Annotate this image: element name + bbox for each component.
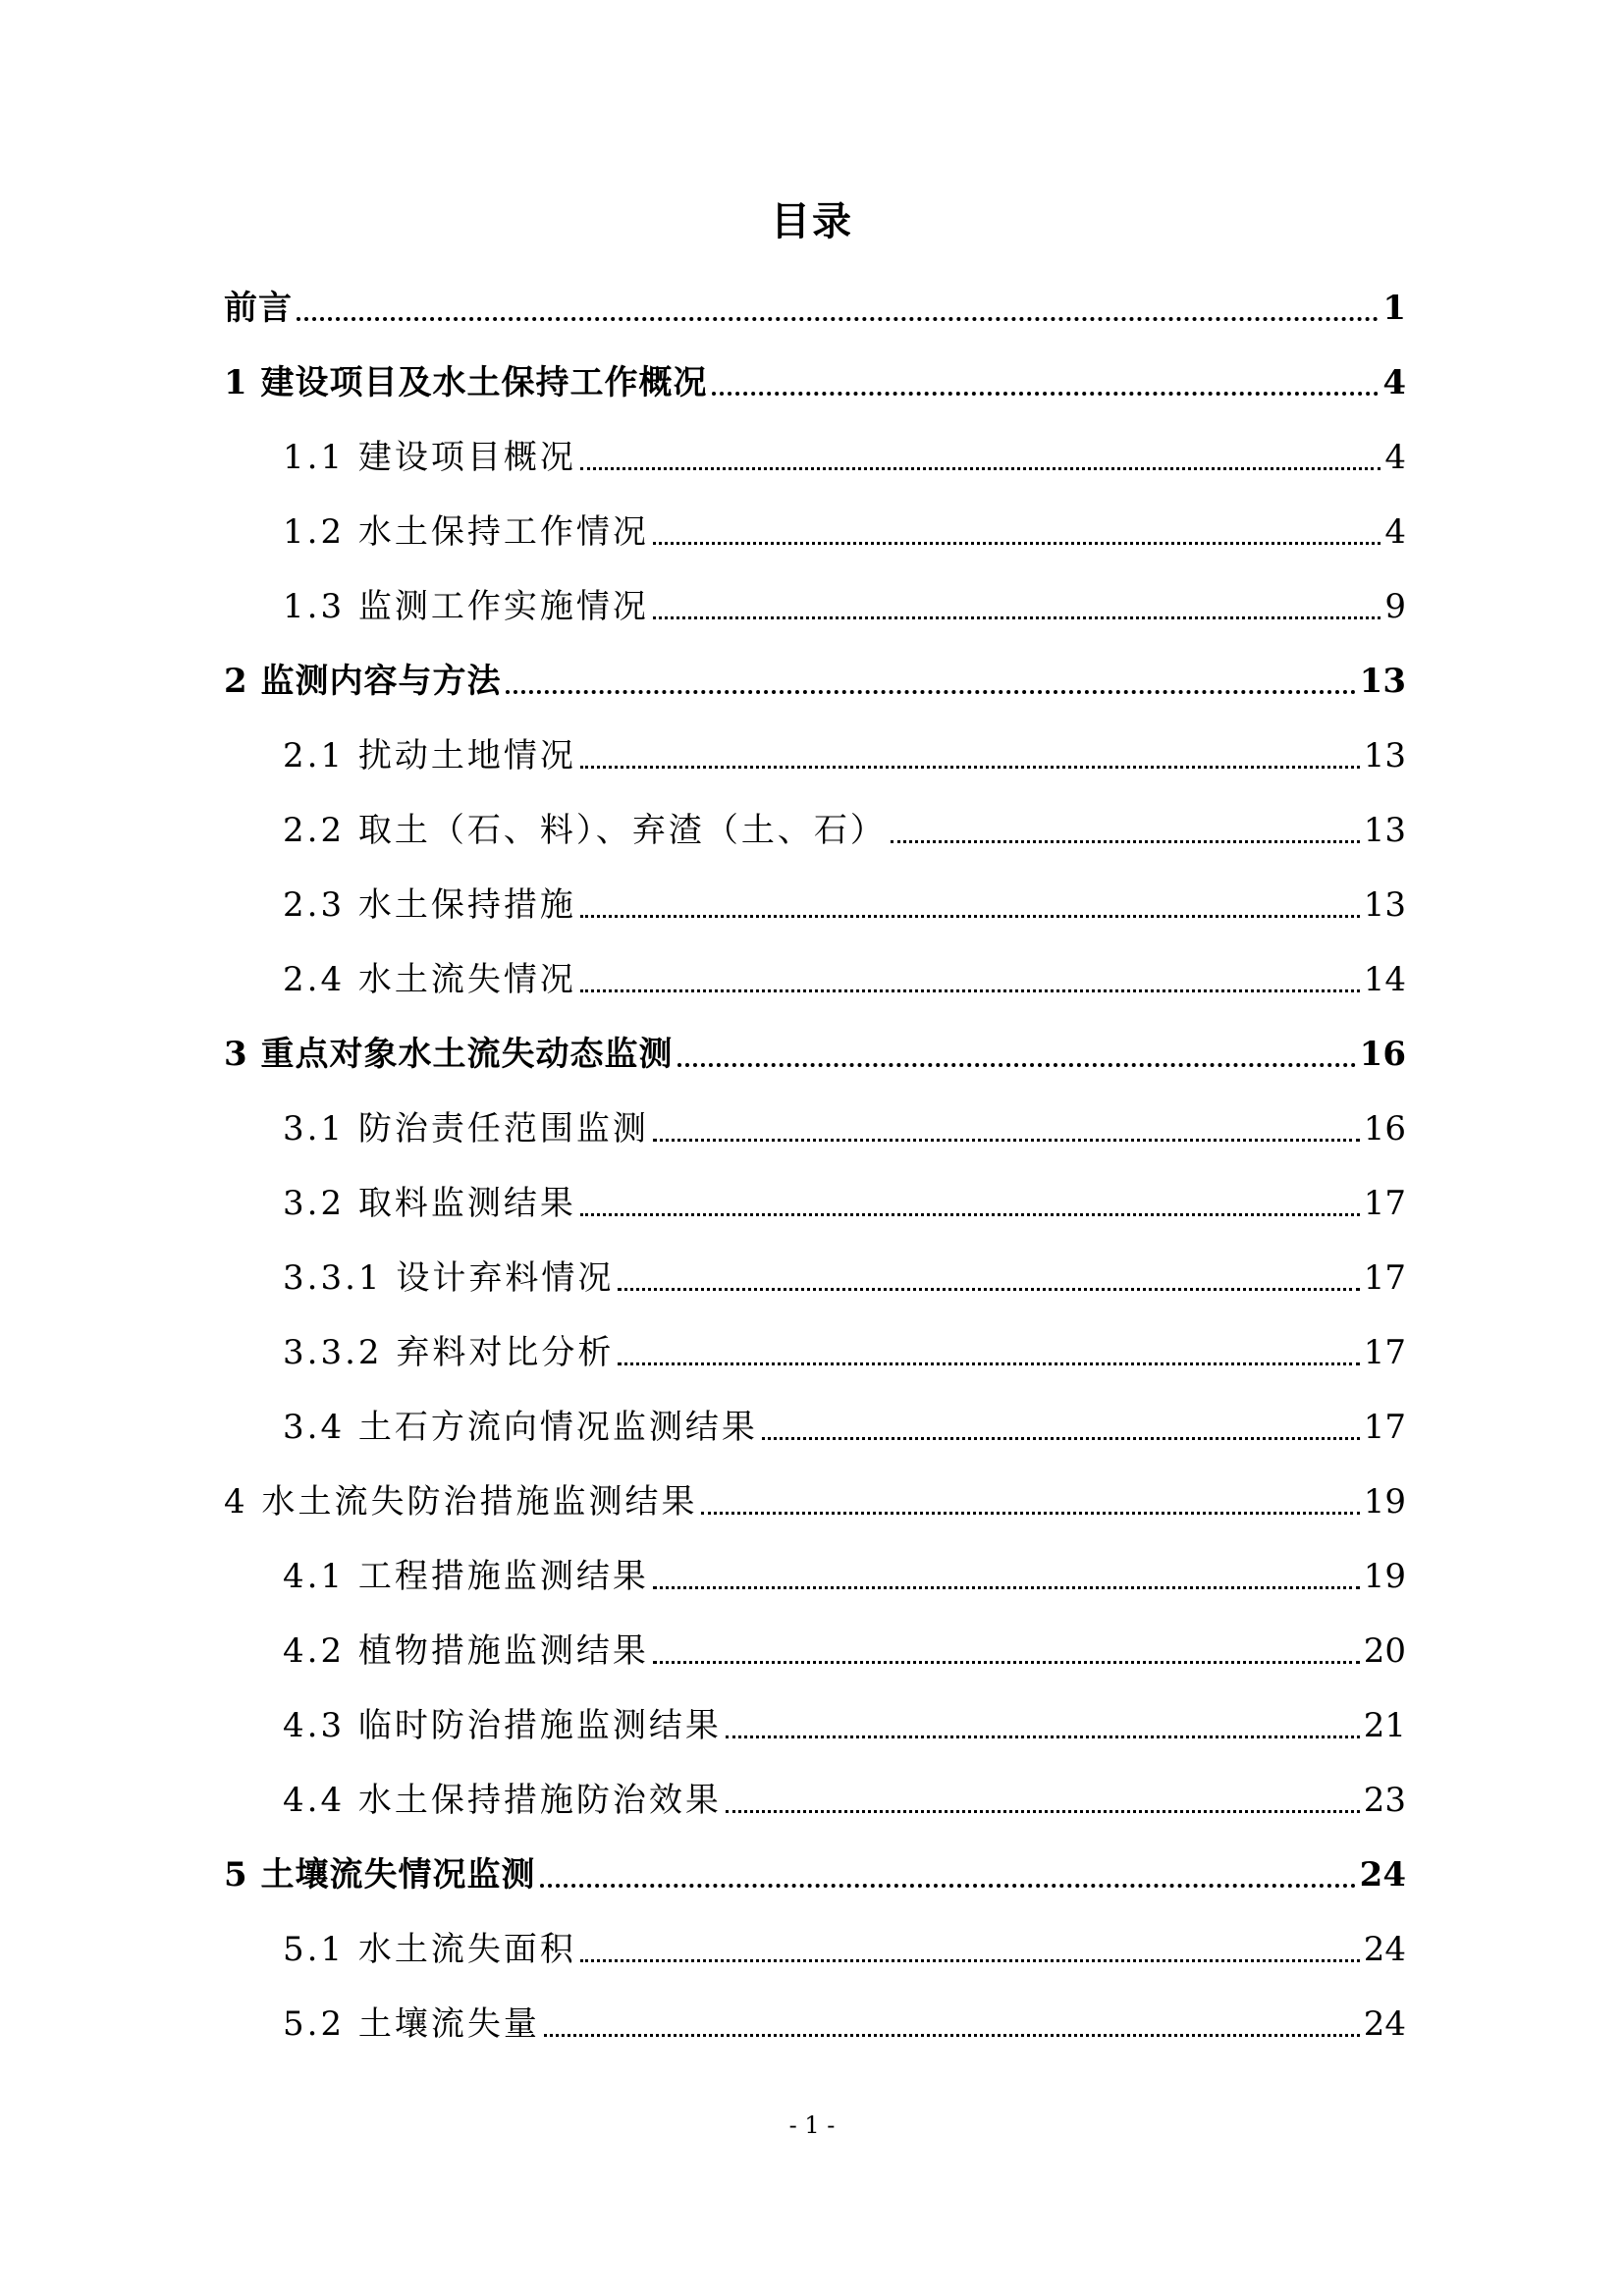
toc-entry-title: 2.4 水土流失情况 xyxy=(283,960,576,999)
toc-entry-page-number: 17 xyxy=(1363,1333,1406,1372)
toc-entry[interactable] xyxy=(224,1834,1406,1908)
toc-dot-leader xyxy=(712,392,1380,396)
toc-entry-page-number: 13 xyxy=(1363,885,1406,925)
toc-entry[interactable] xyxy=(224,342,1406,416)
toc-dot-leader xyxy=(297,317,1379,321)
toc-dot-leader xyxy=(891,840,1360,843)
toc-entry-page-number: 9 xyxy=(1384,587,1406,626)
toc-entry-title: 3 重点对象水土流失动态监测 xyxy=(224,1035,674,1074)
toc-entry-title: 2 监测内容与方法 xyxy=(224,662,502,701)
toc-dot-leader xyxy=(762,1437,1360,1440)
toc-entry-title: 3.4 土石方流向情况监测结果 xyxy=(283,1408,758,1447)
toc-entry[interactable] xyxy=(224,1535,1406,1610)
toc-dot-leader xyxy=(726,1810,1360,1813)
toc-entry-page-number: 13 xyxy=(1363,811,1406,850)
toc-dot-leader xyxy=(677,1063,1356,1067)
toc-entry[interactable] xyxy=(224,1983,1406,2057)
toc-entry[interactable] xyxy=(224,789,1406,864)
toc-entry-title: 5 土壤流失情况监测 xyxy=(224,1855,536,1895)
toc-entry-title: 1.1 建设项目概况 xyxy=(283,438,576,477)
toc-entry[interactable] xyxy=(224,267,1406,342)
toc-entry-title: 2.3 水土保持措施 xyxy=(283,885,576,925)
toc-entry[interactable] xyxy=(224,864,1406,938)
toc-entry-title: 1 建设项目及水土保持工作概况 xyxy=(224,363,708,402)
toc-entry-title: 3.2 取料监测结果 xyxy=(283,1184,576,1223)
toc-entry-title: 5.1 水土流失面积 xyxy=(283,1930,576,1969)
toc-entry[interactable] xyxy=(224,1013,1406,1088)
toc-entry[interactable] xyxy=(224,1610,1406,1684)
toc-dot-leader xyxy=(653,542,1380,545)
toc-dot-leader xyxy=(580,766,1360,769)
toc-dot-leader xyxy=(701,1512,1359,1515)
toc-dot-leader xyxy=(653,616,1380,619)
toc-dot-leader xyxy=(580,1213,1360,1216)
toc-dot-leader xyxy=(653,1661,1360,1664)
toc-entry-page-number: 17 xyxy=(1363,1258,1406,1298)
toc-dot-leader xyxy=(653,1139,1360,1142)
toc-entry-title: 3.3.1 设计弃料情况 xyxy=(283,1258,615,1298)
toc-entry-title: 3.3.2 弃料对比分析 xyxy=(283,1333,615,1372)
toc-entry-title: 4.3 临时防治措施监测结果 xyxy=(283,1706,722,1745)
toc-entry-title: 1.3 监测工作实施情况 xyxy=(283,587,649,626)
toc-entry-page-number: 4 xyxy=(1382,363,1406,402)
toc-entry[interactable] xyxy=(224,491,1406,565)
toc-entry-page-number: 19 xyxy=(1363,1557,1406,1596)
toc-entry[interactable] xyxy=(224,1088,1406,1162)
toc-entry[interactable] xyxy=(224,416,1406,491)
page-number: - 1 - xyxy=(788,2111,836,2139)
toc-entry[interactable] xyxy=(224,1908,1406,1983)
toc-dot-leader xyxy=(580,467,1380,470)
toc-entry-title: 3.1 防治责任范围监测 xyxy=(283,1109,649,1148)
toc-entry-page-number: 16 xyxy=(1363,1109,1406,1148)
toc-entry-page-number: 20 xyxy=(1363,1631,1406,1671)
toc-entry[interactable] xyxy=(224,938,1406,1013)
toc-dot-leader xyxy=(544,2034,1360,2037)
toc-entry-page-number: 16 xyxy=(1359,1035,1406,1074)
toc-entry[interactable] xyxy=(224,1386,1406,1461)
toc-entry-title: 2.2 取土（石、料）、弃渣（土、石） xyxy=(283,811,887,850)
toc-entry-title: 2.1 扰动土地情况 xyxy=(283,736,576,775)
toc-entry-title: 5.2 土壤流失量 xyxy=(283,2004,540,2044)
toc-dot-leader xyxy=(618,1362,1359,1365)
toc-entry-page-number: 1 xyxy=(1382,289,1406,328)
toc-entry-page-number: 17 xyxy=(1363,1184,1406,1223)
toc-entry-title: 4.2 植物措施监测结果 xyxy=(283,1631,649,1671)
toc-entry-page-number: 24 xyxy=(1363,2004,1406,2044)
table-of-contents xyxy=(224,267,1406,2057)
toc-entry[interactable] xyxy=(224,1684,1406,1759)
toc-entry-page-number: 13 xyxy=(1359,662,1406,701)
toc-dot-leader xyxy=(653,1586,1360,1589)
toc-entry-page-number: 24 xyxy=(1359,1855,1406,1895)
toc-entry[interactable] xyxy=(224,715,1406,789)
toc-entry[interactable] xyxy=(224,565,1406,640)
toc-entry-title: 4.4 水土保持措施防治效果 xyxy=(283,1781,722,1820)
toc-title: 目录 xyxy=(771,198,853,244)
toc-entry-title: 4.1 工程措施监测结果 xyxy=(283,1557,649,1596)
toc-entry-page-number: 13 xyxy=(1363,736,1406,775)
toc-entry[interactable] xyxy=(224,1461,1406,1535)
toc-dot-leader xyxy=(580,915,1360,918)
toc-dot-leader xyxy=(618,1288,1359,1291)
toc-dot-leader xyxy=(506,690,1356,694)
toc-entry[interactable] xyxy=(224,1237,1406,1311)
toc-entry-page-number: 17 xyxy=(1363,1408,1406,1447)
toc-entry[interactable] xyxy=(224,640,1406,715)
toc-entry[interactable] xyxy=(224,1311,1406,1386)
toc-entry[interactable] xyxy=(224,1759,1406,1834)
toc-dot-leader xyxy=(580,1959,1360,1962)
toc-entry-title: 前言 xyxy=(224,289,293,328)
toc-entry-page-number: 4 xyxy=(1384,512,1406,552)
toc-entry-page-number: 4 xyxy=(1384,438,1406,477)
toc-dot-leader xyxy=(580,989,1360,992)
toc-dot-leader xyxy=(726,1735,1360,1738)
toc-entry-page-number: 23 xyxy=(1363,1781,1406,1820)
toc-entry-page-number: 21 xyxy=(1363,1706,1406,1745)
toc-entry-page-number: 24 xyxy=(1363,1930,1406,1969)
toc-entry[interactable] xyxy=(224,1162,1406,1237)
toc-entry-title: 4 水土流失防治措施监测结果 xyxy=(224,1482,698,1522)
toc-entry-page-number: 19 xyxy=(1363,1482,1406,1522)
toc-entry-title: 1.2 水土保持工作情况 xyxy=(283,512,649,552)
toc-dot-leader xyxy=(540,1884,1356,1888)
toc-entry-page-number: 14 xyxy=(1363,960,1406,999)
